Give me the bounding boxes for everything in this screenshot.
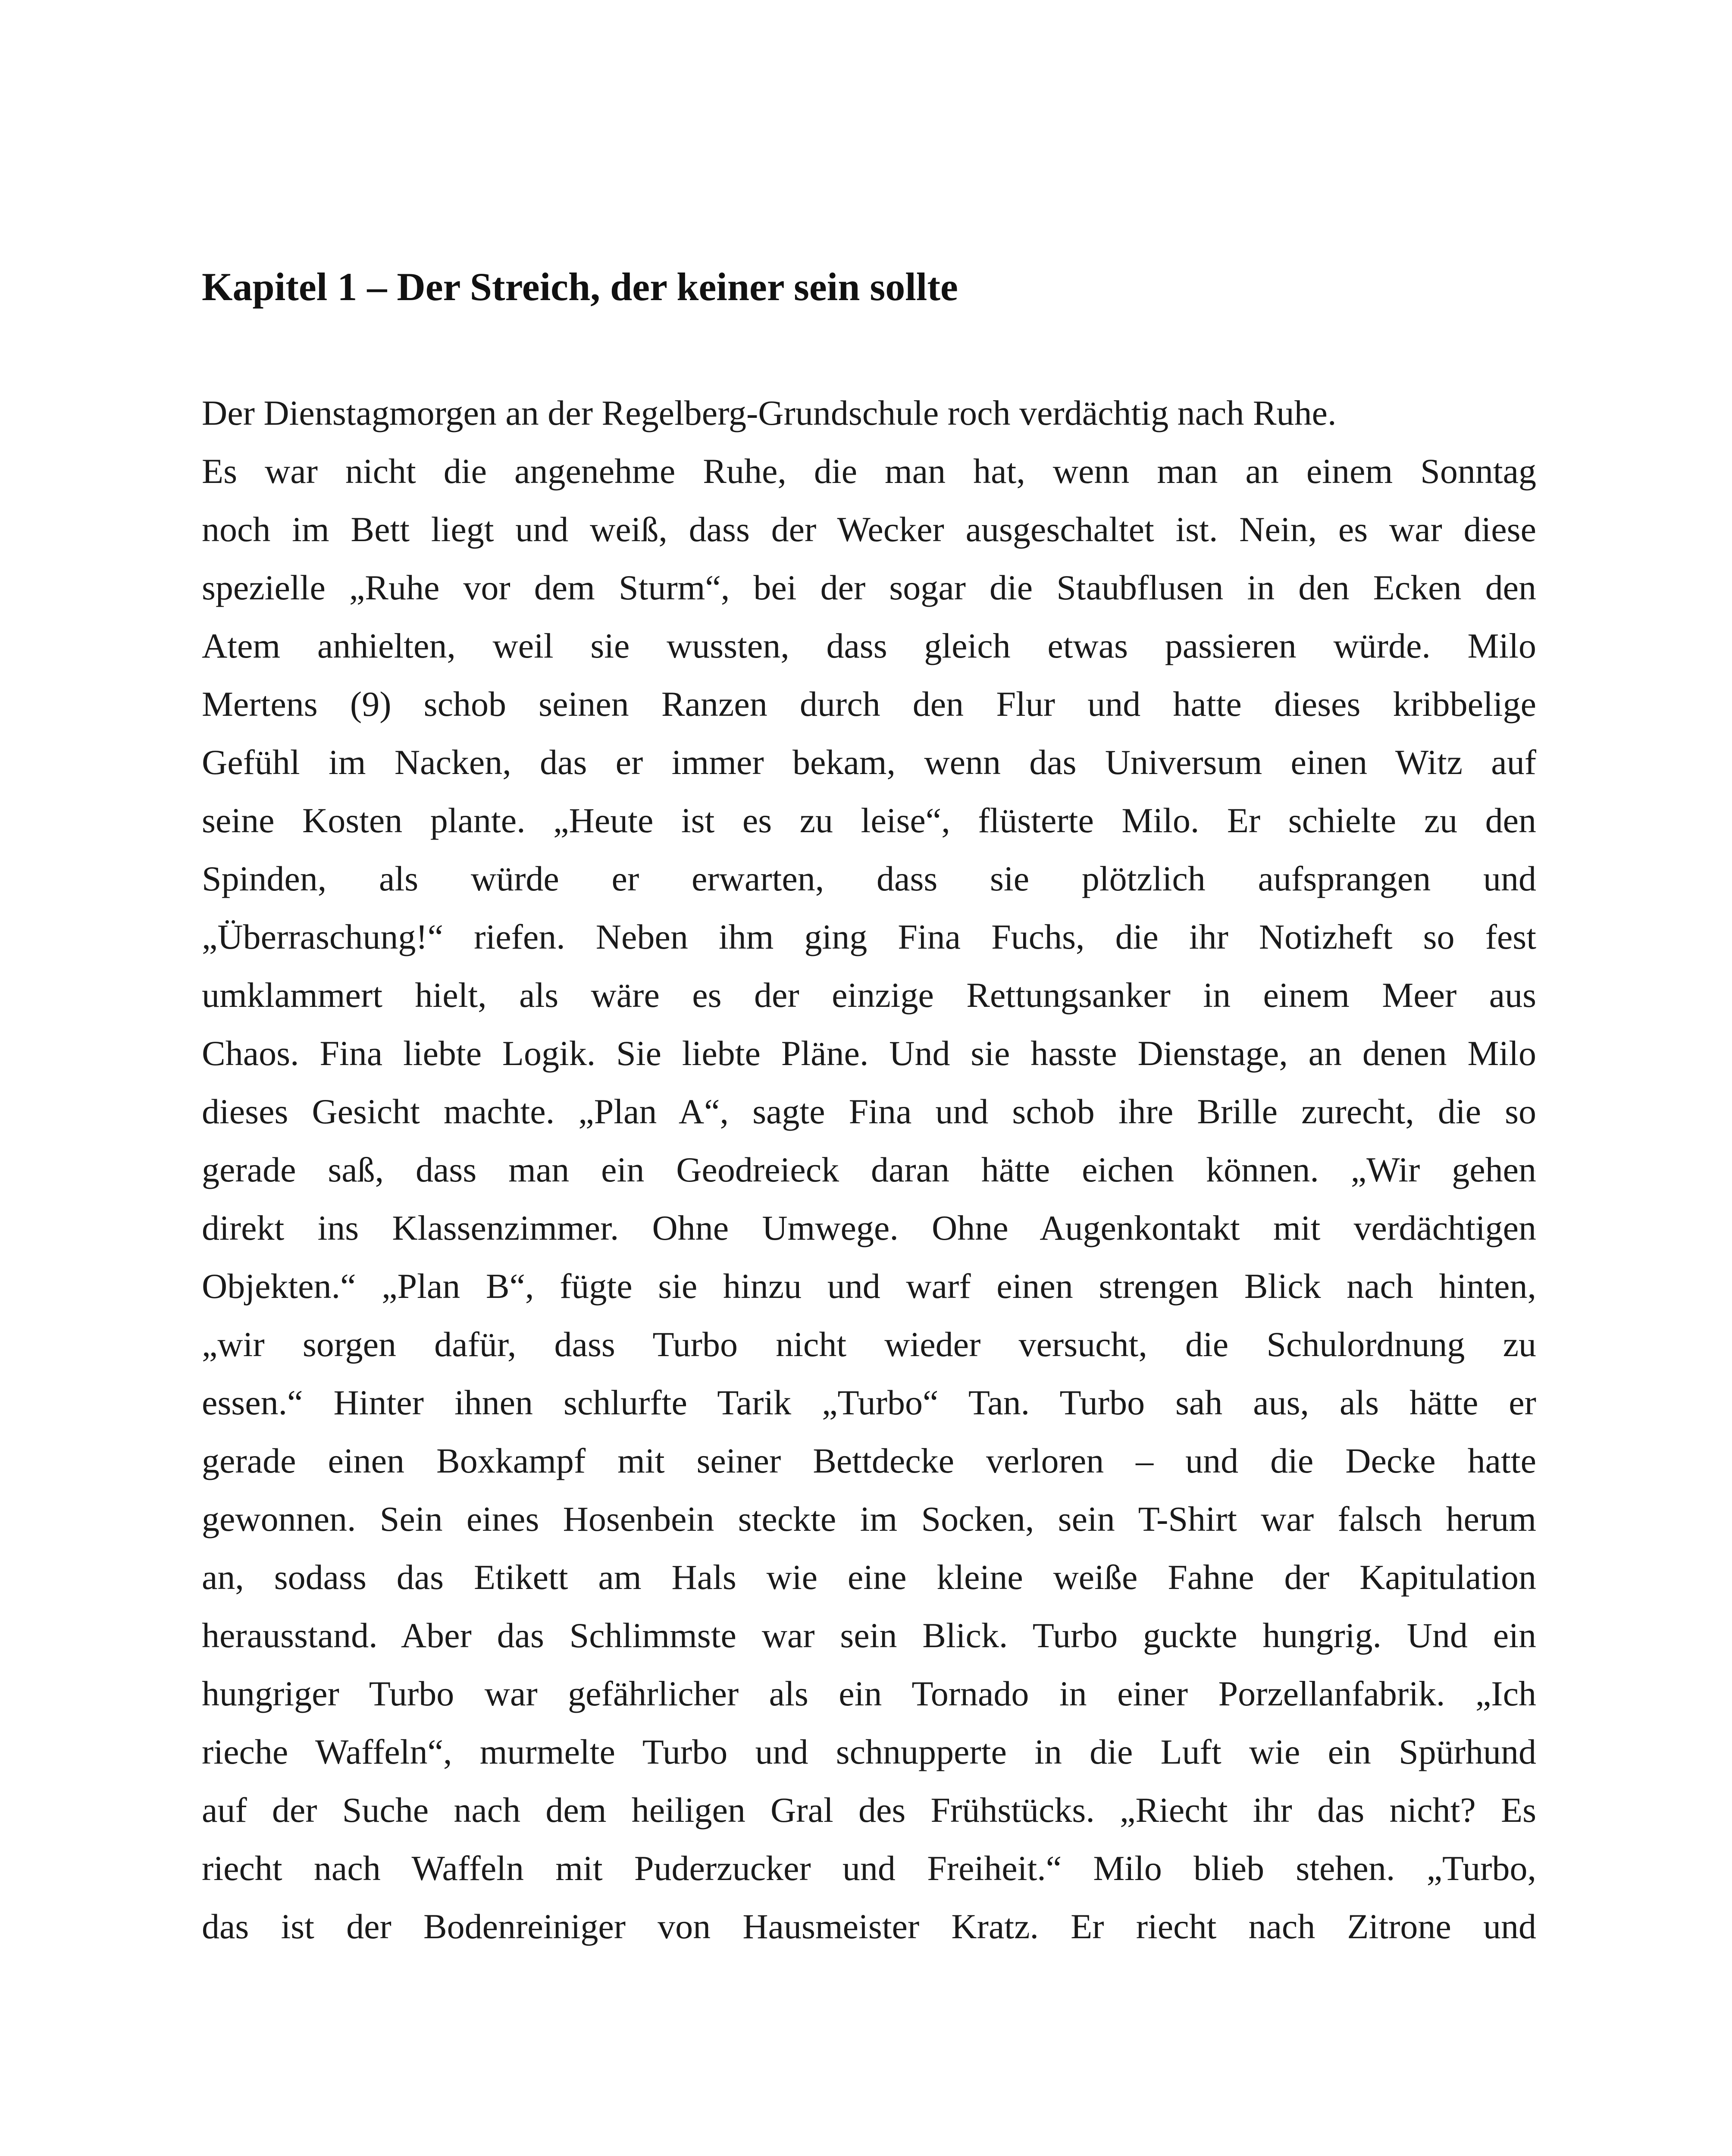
text-line: direkt ins Klassenzimmer. Ohne Umwege. Ohne Augenkontakt mit verdächtigen	[202, 1208, 1536, 1247]
text-line: gewonnen. Sein eines Hosenbein steckte im Socken, sein T-Shirt war falsch herum	[202, 1499, 1536, 1539]
chapter-title: Kapitel 1 – Der Streich, der keiner sein sollte	[202, 265, 958, 309]
text-line: riecht nach Waffeln mit Puderzucker und Freiheit.“ Milo blieb stehen. „Turbo,	[202, 1849, 1536, 1888]
text-line: Objekten.“ „Plan B“, fügte sie hinzu und warf einen strengen Blick nach hinten,	[202, 1266, 1536, 1306]
text-line: rieche Waffeln“, murmelte Turbo und schnupperte in die Luft wie ein Spürhund	[202, 1732, 1536, 1771]
text-line: herausstand. Aber das Schlimmste war sein Blick. Turbo guckte hungrig. Und ein	[202, 1616, 1536, 1655]
text-line: umklammert hielt, als wäre es der einzige Rettungsanker in einem Meer aus	[202, 975, 1536, 1015]
text-line: noch im Bett liegt und weiß, dass der Wecker ausgeschaltet ist. Nein, es war diese	[202, 510, 1536, 549]
text-line: Atem anhielten, weil sie wussten, dass gleich etwas passieren würde. Milo	[202, 626, 1536, 665]
text-line: Es war nicht die angenehme Ruhe, die man hat, wenn man an einem Sonntag	[202, 451, 1536, 491]
text-line: Chaos. Fina liebte Logik. Sie liebte Pläne. Und sie hasste Dienstage, an denen Milo	[202, 1034, 1536, 1073]
text-line: gerade einen Boxkampf mit seiner Bettdecke verloren – und die Decke hatte	[202, 1441, 1536, 1480]
text-line: Der Dienstagmorgen an der Regelberg-Grundschule roch verdächtig nach Ruhe.	[202, 393, 1337, 432]
text-line: seine Kosten plante. „Heute ist es zu leise“, flüsterte Milo. Er schielte zu den	[202, 801, 1536, 840]
text-line: Mertens (9) schob seinen Ranzen durch den Flur und hatte dieses kribbelige	[202, 684, 1536, 724]
text-line: gerade saß, dass man ein Geodreieck daran hätte eichen können. „Wir gehen	[202, 1150, 1536, 1189]
text-line: dieses Gesicht machte. „Plan A“, sagte Fina und schob ihre Brille zurecht, die so	[202, 1092, 1536, 1131]
body-text	[202, 384, 1536, 1955]
text-line: spezielle „Ruhe vor dem Sturm“, bei der sogar die Staubflusen in den Ecken den	[202, 568, 1536, 607]
text-line: Gefühl im Nacken, das er immer bekam, wenn das Universum einen Witz auf	[202, 743, 1536, 782]
text-line: das ist der Bodenreiniger von Hausmeister Kratz. Er riecht nach Zitrone und	[202, 1907, 1536, 1946]
text-line: essen.“ Hinter ihnen schlurfte Tarik „Turbo“ Tan. Turbo sah aus, als hätte er	[202, 1383, 1536, 1422]
text-line: „Überraschung!“ riefen. Neben ihm ging Fina Fuchs, die ihr Notizheft so fest	[202, 917, 1536, 956]
text-line: Spinden, als würde er erwarten, dass sie plötzlich aufsprangen und	[202, 859, 1536, 898]
text-line: auf der Suche nach dem heiligen Gral des Frühstücks. „Riecht ihr das nicht? Es	[202, 1790, 1536, 1830]
text-line: an, sodass das Etikett am Hals wie eine kleine weiße Fahne der Kapitulation	[202, 1557, 1536, 1597]
text-line: hungriger Turbo war gefährlicher als ein Tornado in einer Porzellanfabrik. „Ich	[202, 1674, 1536, 1713]
text-line: „wir sorgen dafür, dass Turbo nicht wieder versucht, die Schulordnung zu	[202, 1325, 1536, 1364]
